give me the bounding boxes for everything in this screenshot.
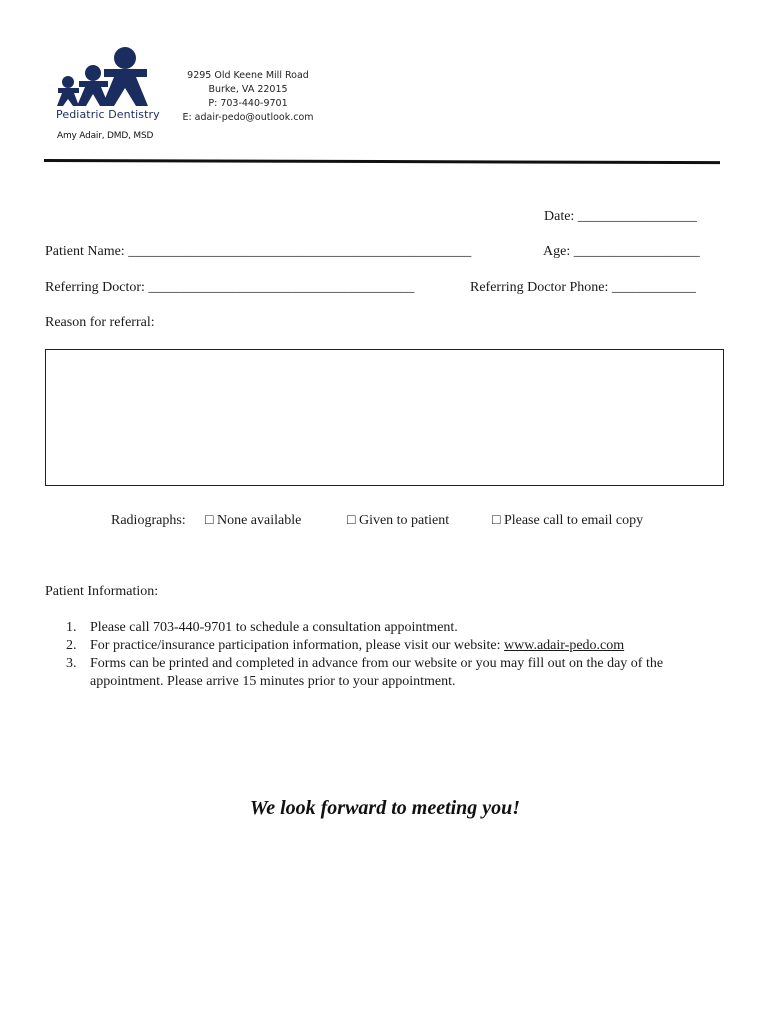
patient-name-field[interactable]: Patient Name: _________________________________________________: [45, 244, 472, 259]
list-number: 1.: [66, 620, 77, 635]
doctor-name: Amy Adair, DMD, MSD: [57, 131, 154, 141]
radiograph-option-none[interactable]: □ None available: [205, 513, 302, 528]
list-number: 3.: [66, 656, 77, 671]
referring-doctor-phone-field[interactable]: Referring Doctor Phone: ____________: [470, 280, 696, 295]
list-item: [66, 655, 710, 691]
list-item: [66, 637, 710, 655]
list-item: [66, 619, 710, 637]
radiograph-option-given[interactable]: □ Given to patient: [347, 513, 450, 528]
header-divider: [44, 159, 720, 164]
age-field[interactable]: Age: __________________: [543, 244, 700, 259]
reason-textarea[interactable]: [45, 349, 724, 486]
radiograph-option-email[interactable]: □ Please call to email copy: [492, 513, 644, 528]
website-link[interactable]: www.adair-pedo.com: [504, 638, 625, 653]
date-field[interactable]: Date: _________________: [544, 209, 697, 224]
list-text: Forms can be printed and completed in advance from our website or you may fill out on the day of the appointment. Please arrive 15 minutes prior to your appointment.: [90, 656, 664, 689]
list-text: For practice/insurance participation information, please visit our website:: [90, 638, 505, 653]
patient-info-heading: Patient Information:: [45, 584, 159, 599]
contact-block: [172, 69, 324, 125]
phone-number: P: 703-440-9701: [208, 98, 288, 109]
address-line-1: 9295 Old Keene Mill Road: [187, 70, 309, 81]
patient-info-list: [66, 619, 710, 691]
radiographs-label: Radiographs:: [111, 513, 186, 528]
email-address: E: adair-pedo@outlook.com: [182, 112, 314, 123]
reason-label: Reason for referral:: [45, 315, 155, 330]
closing-message: We look forward to meeting you!: [249, 797, 521, 819]
practice-name: Pediatric Dentistry: [56, 108, 160, 121]
list-text: Please call 703-440-9701 to schedule a consultation appointment.: [90, 620, 458, 635]
referring-doctor-field[interactable]: Referring Doctor: ______________________________________: [45, 280, 415, 295]
list-number: 2.: [66, 638, 77, 653]
address-line-2: Burke, VA 22015: [208, 84, 288, 95]
